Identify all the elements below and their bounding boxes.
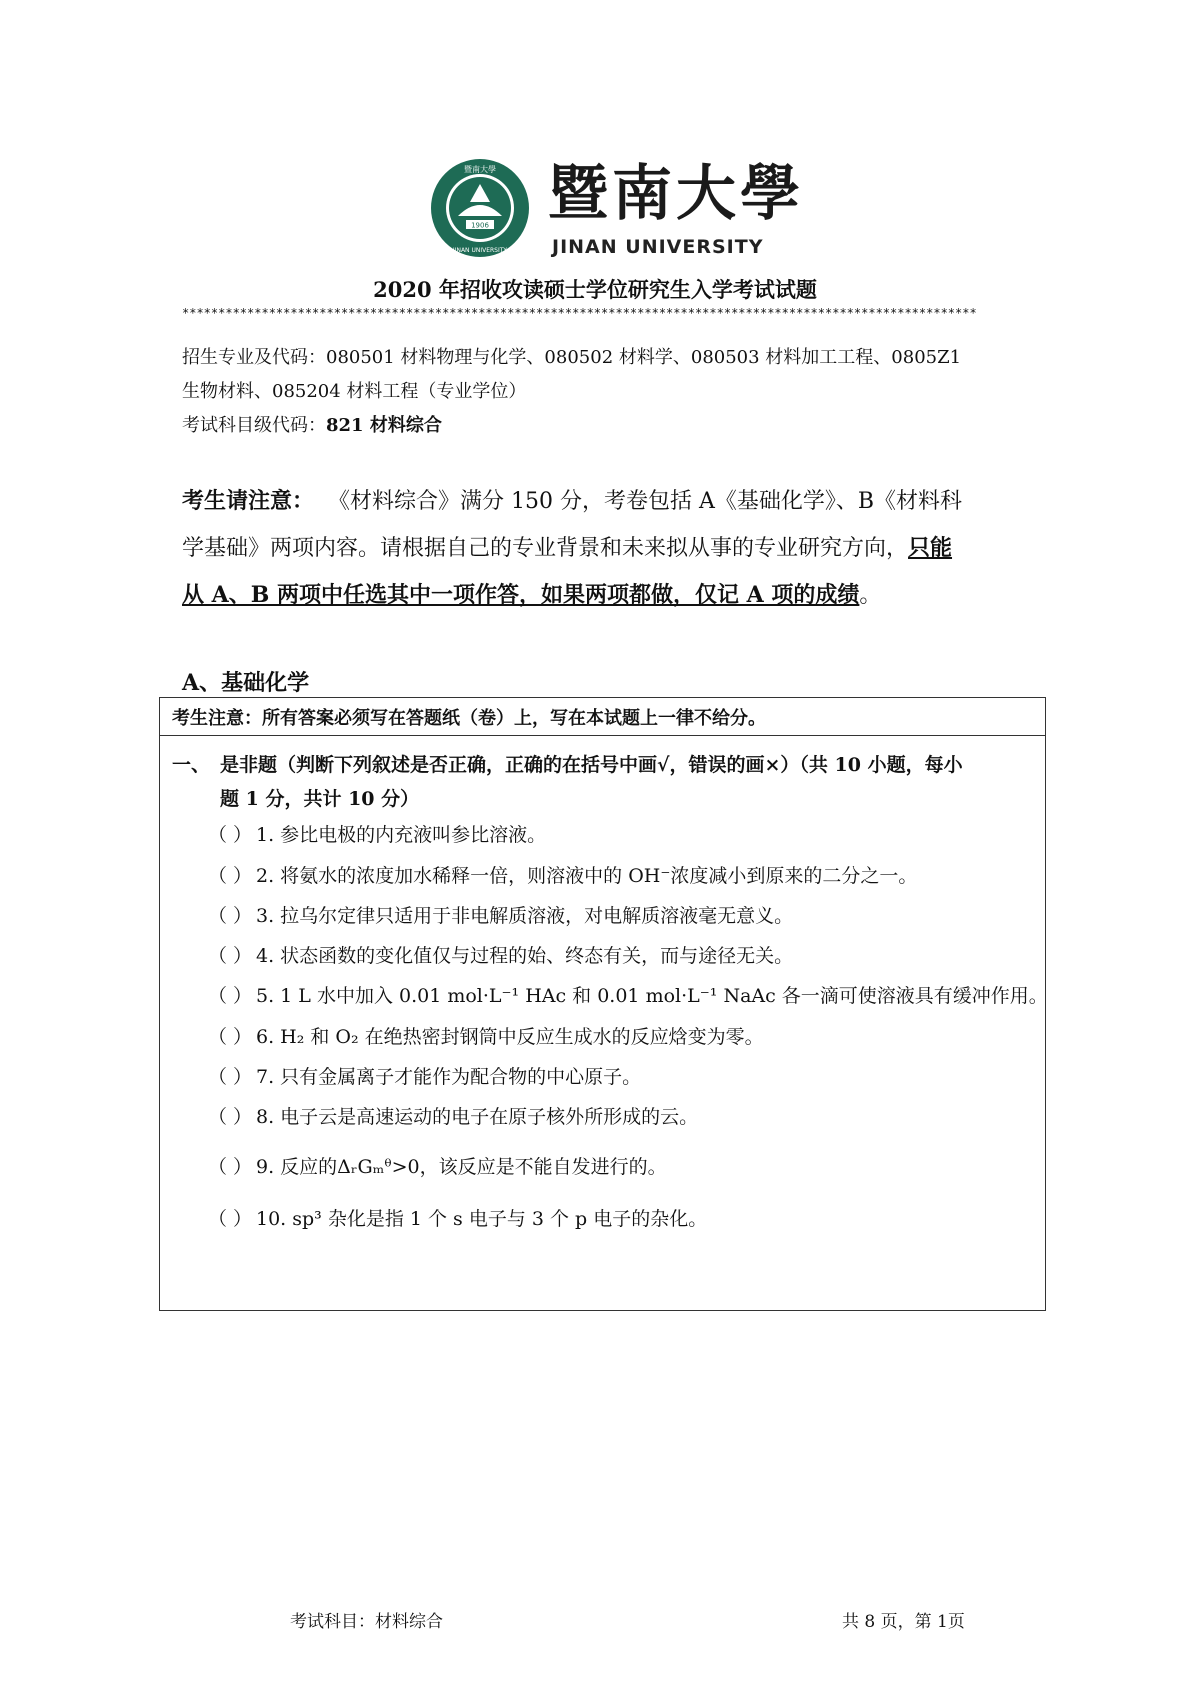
- answer-parentheses: （ ）: [208, 1066, 253, 1088]
- answer-parentheses: （ ）: [208, 905, 253, 927]
- answer-notice-row: [160, 698, 1045, 736]
- notice-emphasis-2: 从 A、B 两项中任选其中一项作答，如果两项都做，仅记 A 项的成绩: [182, 582, 860, 608]
- question-item: [208, 1104, 698, 1130]
- question-item-text: 1. 参比电极的内充液叫参比溶液。: [256, 824, 547, 846]
- question-item: [208, 1024, 764, 1050]
- star-divider: **************************************************************************************************************: [182, 306, 977, 320]
- exam-title: 2020 年招收攻读硕士学位研究生入学考试试题: [373, 277, 817, 302]
- question-item-text: 5. 1 L 水中加入 0.01 mol·L⁻¹ HAc 和 0.01 mol·L⁻¹ NaAc 各一滴可使溶液具有缓冲作用。: [256, 985, 1048, 1007]
- majors-line-1: 招生专业及代码：080501 材料物理与化学、080502 材料学、080503 材料加工工程、0805Z1: [182, 347, 962, 368]
- svg-text:JINAN UNIVERSITY: JINAN UNIVERSITY: [452, 247, 508, 254]
- answer-parentheses: （ ）: [208, 1026, 253, 1048]
- question-item-text: 7. 只有金属离子才能作为配合物的中心原子。: [256, 1066, 642, 1088]
- question-number: 一、: [172, 754, 211, 776]
- answer-parentheses: （ ）: [208, 985, 253, 1007]
- question-item-text: 6. H₂ 和 O₂ 在绝热密封钢筒中反应生成水的反应焓变为零。: [256, 1026, 764, 1048]
- notice-end: 。: [859, 583, 882, 608]
- university-seal-icon: [430, 158, 530, 258]
- answer-parentheses: （ ）: [208, 824, 253, 846]
- question-item: [208, 983, 1048, 1009]
- subject-code-label: 考试科目级代码：: [182, 415, 326, 436]
- university-logo: [430, 158, 804, 258]
- question-box: [159, 697, 1046, 1311]
- question-item: [208, 1064, 641, 1090]
- section-a-title: A、基础化学: [182, 670, 310, 696]
- svg-text:1906: 1906: [471, 221, 489, 230]
- notice-text-1: 《材料综合》满分 150 分，考卷包括 A《基础化学》、B《材料科: [328, 489, 963, 514]
- answer-parentheses: （ ）: [208, 1156, 253, 1178]
- question-item-text: 10. sp³ 杂化是指 1 个 s 电子与 3 个 p 电子的杂化。: [256, 1208, 708, 1230]
- notice-line-3: [182, 580, 881, 611]
- footer-page-number: 共 8 页，第 1页: [842, 1612, 965, 1632]
- notice-emphasis-1: 只能: [908, 535, 953, 561]
- question-item-text: 9. 反应的ΔᵣGₘᶿ>0，该反应是不能自发进行的。: [256, 1156, 667, 1178]
- answer-parentheses: （ ）: [208, 1208, 253, 1230]
- logo-wordmark-en: JINAN UNIVERSITY: [552, 236, 764, 258]
- question-item: [208, 1154, 667, 1180]
- question-item-text: 3. 拉乌尔定律只适用于非电解质溶液，对电解质溶液毫无意义。: [256, 905, 794, 927]
- question-item: [208, 1206, 707, 1232]
- svg-text:暨南大學: 暨南大學: [464, 165, 496, 174]
- question-item: [208, 822, 546, 848]
- answer-parentheses: （ ）: [208, 865, 253, 887]
- question-item-text: 2. 将氨水的浓度加水稀释一倍，则溶液中的 OH⁻浓度减小到原来的二分之一。: [256, 865, 918, 887]
- answer-parentheses: （ ）: [208, 945, 253, 967]
- footer-subject: 考试科目：材料综合: [290, 1612, 443, 1632]
- notice-line-2: [182, 533, 952, 564]
- logo-wordmark-cn: 暨南大學: [548, 159, 804, 229]
- question-item-text: 4. 状态函数的变化值仅与过程的始、终态有关，而与途径无关。: [256, 945, 794, 967]
- question-heading-line-2: 题 1 分，共计 10 分）: [220, 788, 420, 810]
- answer-notice: 考生注意：所有答案必须写在答题纸（卷）上，写在本试题上一律不给分。: [172, 708, 766, 729]
- question-item: [208, 943, 793, 969]
- question-item-text: 8. 电子云是高速运动的电子在原子核外所形成的云。: [256, 1106, 699, 1128]
- subject-code-line: [182, 414, 442, 438]
- question-heading-line-1: 是非题（判断下列叙述是否正确，正确的在括号中画√，错误的画×）（共 10 小题，每小: [220, 754, 963, 776]
- question-item: [208, 863, 917, 889]
- notice-text-2: 学基础》两项内容。请根据自己的专业背景和未来拟从事的专业研究方向，: [182, 536, 909, 561]
- notice-label: 考生请注意：: [182, 488, 315, 514]
- majors-line-2: 生物材料、085204 材料工程（专业学位）: [182, 381, 527, 402]
- notice-line-1: [182, 486, 962, 517]
- subject-code-value: 821 材料综合: [326, 415, 442, 436]
- answer-parentheses: （ ）: [208, 1106, 253, 1128]
- question-item: [208, 903, 793, 929]
